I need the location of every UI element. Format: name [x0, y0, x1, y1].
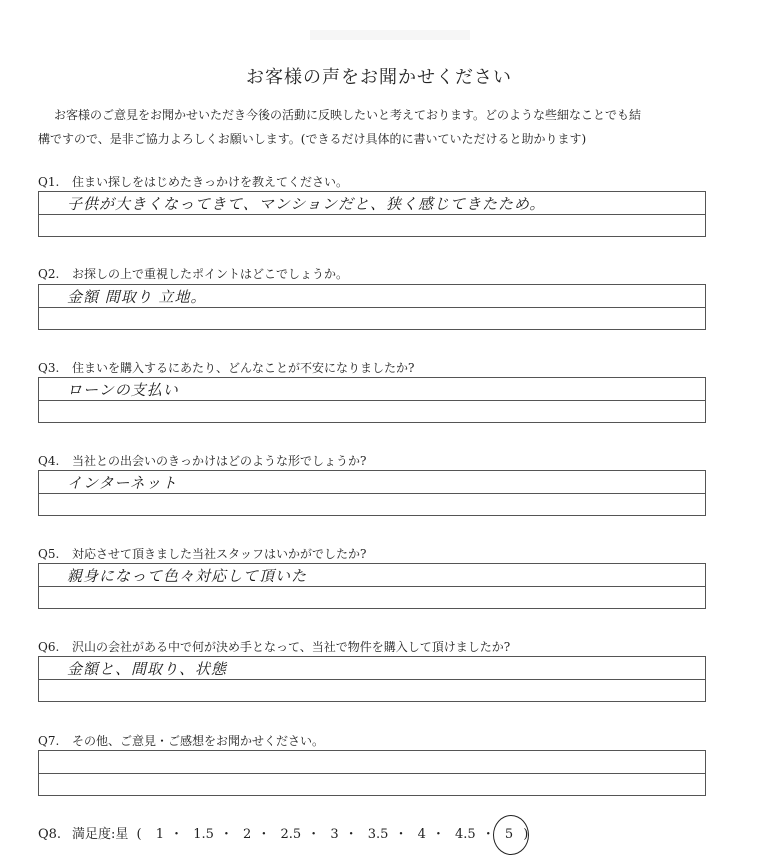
rating-option-selected[interactable]: [505, 827, 513, 842]
answer-box-1[interactable]: [38, 191, 706, 237]
question-number: Q7.: [38, 734, 60, 748]
rating-option[interactable]: 3: [330, 827, 339, 842]
rating-option[interactable]: 2.5: [280, 827, 302, 842]
intro-line-2: 構ですので、是非ご協力よろしくお願いします。(できるだけ具体的に書いていただけると助かります): [38, 132, 587, 146]
page-title: お客様の声をお聞かせください: [246, 67, 512, 88]
answer-line-divider: [39, 586, 705, 587]
rating-option[interactable]: 3.5: [367, 827, 389, 842]
question-5: [38, 545, 366, 562]
rating-separator: ・: [219, 827, 233, 842]
question-1: [38, 173, 348, 190]
selection-circle-mark: [493, 815, 529, 855]
answer-box-3[interactable]: [38, 377, 706, 423]
rating-separator: ・: [170, 827, 184, 842]
answer-line-divider: [39, 307, 705, 308]
rating-separator: ・: [431, 827, 445, 842]
rating-option[interactable]: 2: [243, 827, 252, 842]
rating-label: 満足度:星: [72, 827, 129, 842]
question-number: Q8.: [38, 827, 62, 842]
handwritten-answer: 子供が大きくなってきて、マンションだと、狭く感じてきたため。: [67, 195, 546, 213]
question-text: 対応させて頂きました当社スタッフはいかがでしたか?: [72, 547, 367, 561]
question-number: Q6.: [38, 640, 60, 654]
question-2: [38, 265, 348, 282]
question-text: 当社との出会いのきっかけはどのような形でしょうか?: [72, 454, 367, 468]
question-7: [38, 732, 324, 749]
rating-separator: ・: [394, 827, 408, 842]
rating-option[interactable]: 1: [155, 827, 165, 842]
handwritten-answer: 金額と、間取り、状態: [67, 660, 228, 678]
answer-box-7[interactable]: [38, 750, 706, 796]
rating-open-paren: (: [136, 827, 142, 842]
question-number: Q5.: [38, 547, 60, 561]
question-4: [38, 452, 366, 469]
answer-line-divider: [39, 214, 705, 215]
answer-line-divider: [39, 679, 705, 680]
handwritten-answer: インターネット: [67, 474, 178, 492]
answer-box-4[interactable]: [38, 470, 706, 516]
rating-option[interactable]: 4.5: [455, 827, 476, 842]
rating-separator: ・: [344, 827, 358, 842]
handwritten-answer: 金額 間取り 立地。: [67, 288, 207, 306]
rating-separator: ・: [481, 827, 495, 842]
rating-separator: ・: [257, 827, 271, 842]
question-number: Q3.: [38, 361, 60, 375]
question-number: Q2.: [38, 267, 60, 281]
rating-close-paren: ): [523, 827, 529, 842]
rating-option-label: 5: [504, 827, 514, 842]
question-3: [38, 359, 414, 376]
rating-option[interactable]: 4: [417, 827, 426, 842]
satisfaction-rating: [38, 823, 528, 842]
answer-line-divider: [39, 493, 705, 494]
question-number: Q1.: [38, 175, 60, 189]
question-text: 住まいを購入するにあたり、どんなことが不安になりましたか?: [72, 361, 415, 375]
question-text: 沢山の会社がある中で何が決め手となって、当社で物件を購入して頂けましたか?: [72, 640, 511, 654]
answer-line-divider: [39, 773, 705, 774]
intro-line-1: お客様のご意見をお聞かせいただき今後の活動に反映したいと考えております。どのような些細なことでも結: [54, 108, 642, 122]
answer-box-6[interactable]: [38, 656, 706, 702]
rating-separator: ・: [307, 827, 321, 842]
answer-line-divider: [39, 400, 705, 401]
question-text: その他、ご意見・ご感想をお聞かせください。: [72, 734, 325, 748]
question-number: Q4.: [38, 454, 60, 468]
question-6: [38, 638, 510, 655]
question-text: お探しの上で重視したポイントはどこでしょうか。: [72, 267, 349, 281]
handwritten-answer: ローンの支払い: [67, 381, 179, 399]
answer-box-2[interactable]: [38, 284, 706, 330]
question-text: 住まい探しをはじめたきっかけを教えてください。: [72, 175, 349, 189]
faint-bleed-through: [310, 30, 470, 40]
handwritten-answer: 親身になって色々対応して頂いた: [67, 567, 308, 585]
rating-option[interactable]: 1.5: [193, 827, 214, 842]
intro-text: [38, 103, 718, 151]
answer-box-5[interactable]: [38, 563, 706, 609]
